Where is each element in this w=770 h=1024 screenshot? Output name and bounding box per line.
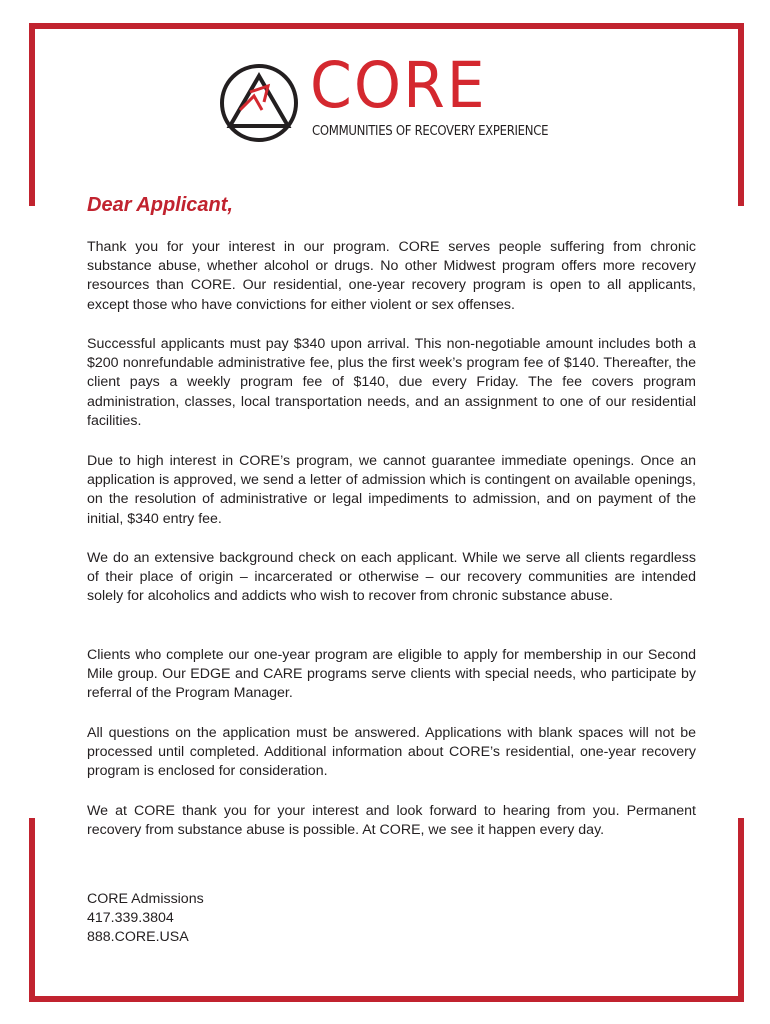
signature-block [87,890,204,947]
paragraph-second-mile: Clients who complete our one-year program are eligible to apply for membership in our Second Mile group. Our EDGE and CARE programs serve clients with special needs, who participate by referral of the Program Manager. [87,647,696,702]
paragraph-intro: Thank you for your interest in our program. CORE serves people suffering from chronic substance abuse, whether alcohol or drugs. No other Midwest program offers more recovery resources than CORE. Our residential, one-year recovery program is open to all applicants, except those who have convictions for either violent or sex offenses. [87,239,696,313]
letter-salutation: Dear Applicant, [87,194,233,216]
frame-left-bottom-border [29,818,35,1002]
paragraph-application: All questions on the application must be answered. Applications with blank spaces will not be processed until completed. Additional information about CORE’s residential, one-year recovery program is enclosed for consideration. [87,725,696,780]
frame-right-top-border [738,23,744,206]
signature-phone-tollfree: 888.CORE.USA [87,929,189,945]
frame-right-bottom-border [738,818,744,1002]
signature-name: CORE Admissions [87,891,204,907]
core-logo [218,49,558,148]
core-wordmark: CORE [310,49,487,123]
core-tagline: COMMUNITIES OF RECOVERY EXPERIENCE [312,124,549,139]
paragraph-background-check: We do an extensive background check on each applicant. While we serve all clients regardless of their place of origin – incarcerated or otherwise – our recovery communities are intended solely for alcoholics and addicts who wish to recover from chronic substance abuse. [87,550,696,605]
paragraph-closing: We at CORE thank you for your interest and look forward to hearing from you. Permanent recovery from substance abuse is possible. At CORE, we see it happen every day. [87,803,696,839]
paragraph-fees: Successful applicants must pay $340 upon arrival. This non-negotiable amount includes both a $200 nonrefundable administrative fee, plus the first week’s program fee of $140. Thereafter, the client pays a weekly program fee of $140, due every Friday. The fee covers program administration, classes, local transportation needs, and an assignment to one of our residential facilities. [87,336,696,429]
paragraph-openings: Due to high interest in CORE’s program, we cannot guarantee immediate openings. Once an application is approved, we send a letter of admission which is contingent on available openings, on the resolution of administrative or legal impediments to admission, and on payment of the initial, $340 entry fee. [87,453,696,527]
frame-bottom-border [29,996,744,1002]
frame-left-top-border [29,23,35,206]
core-triangle-circle-icon [218,62,300,144]
signature-phone-local: 417.339.3804 [87,910,174,926]
frame-top-border [29,23,744,29]
